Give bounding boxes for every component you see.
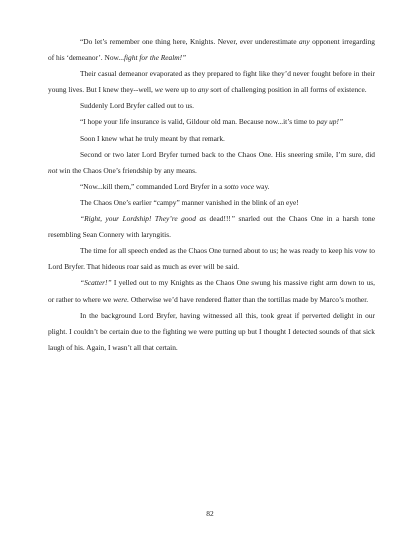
text-run: snarled out the Chaos One in a harsh tone resembling Sean Connery with laryngitis. [48, 214, 375, 240]
text-run: win the Chaos One’s friendship by any means. [57, 165, 197, 175]
text-run: In the background Lord Bryfer, having witnessed all this, took great if perverted delight in our plight. I couldn’t be certain due to the fighting we were putting up but I thought I detected sounds of that sick laugh of his. Again, I wasn’t all that certain. [48, 310, 375, 352]
italic-text: not [48, 165, 58, 175]
text-run: “I hope your life insurance is valid, Gildour old man. Because now...it’s time to [80, 117, 317, 127]
paragraph [48, 98, 375, 114]
paragraph [48, 179, 375, 195]
paragraph [48, 34, 375, 66]
italic-text: any [298, 37, 310, 46]
body-text [48, 34, 375, 356]
text-run: I yelled out to my Knights as the Chaos One swung his massive right arm down to us, or rather to where we [48, 278, 375, 304]
paragraph [48, 131, 375, 147]
italic-text: any [197, 85, 209, 95]
paragraph [48, 66, 375, 98]
paragraph [48, 275, 375, 307]
text-run: sort of challenging position in all forms of existence. [208, 85, 367, 95]
text-run: Their casual demeanor evaporated as they prepared to fight like they’d never fought before in their young lives. But I knew they--well, [48, 69, 375, 95]
italic-text: we [154, 85, 163, 95]
italic-text: ” [230, 214, 236, 224]
text-run: opponent irregarding of his ‘demeanor’. Now... [48, 37, 375, 63]
text-run: were up to [162, 85, 198, 95]
text-run: Soon I knew what he truly meant by that remark. [80, 133, 225, 143]
italic-text: “Right, your Lordship! They’re good as [80, 214, 210, 224]
text-run: dead!!! [209, 214, 231, 224]
text-run: way. [253, 181, 270, 191]
text-run: “Do let’s remember one thing here, Knights. Never, ever underestimate [80, 37, 299, 46]
paragraph [48, 211, 375, 243]
paragraph [48, 195, 375, 211]
text-run: Suddenly Lord Bryfer called out to us. [80, 101, 194, 111]
text-run: The time for all speech ended as the Chaos One turned about to us; he was ready to keep his vow to Lord Bryfer. That hideous roar said as much as ever will be said. [48, 246, 375, 272]
paragraph [48, 114, 375, 130]
text-run: The Chaos One’s earlier “campy” manner vanished in the blink of an eye! [80, 197, 299, 207]
paragraph [48, 308, 375, 356]
page-number: 82 [206, 509, 214, 518]
italic-text: sotto voce [224, 181, 254, 191]
italic-text: were. [113, 294, 130, 304]
italic-text: “Scatter!” [80, 278, 112, 288]
italic-text: pay up!” [316, 117, 344, 127]
italic-text: fight for the Realm!” [123, 53, 187, 63]
paragraph [48, 243, 375, 275]
paragraph [48, 147, 375, 179]
text-run: Second or two later Lord Bryfer turned back to the Chaos One. His sneering smile, I’m sure, did [80, 149, 375, 159]
text-run: Otherwise we’d have rendered flatter than the tortillas made by Marco’s mother. [129, 294, 369, 304]
text-run: “Now...kill them,” commanded Lord Bryfer in a [80, 181, 225, 191]
